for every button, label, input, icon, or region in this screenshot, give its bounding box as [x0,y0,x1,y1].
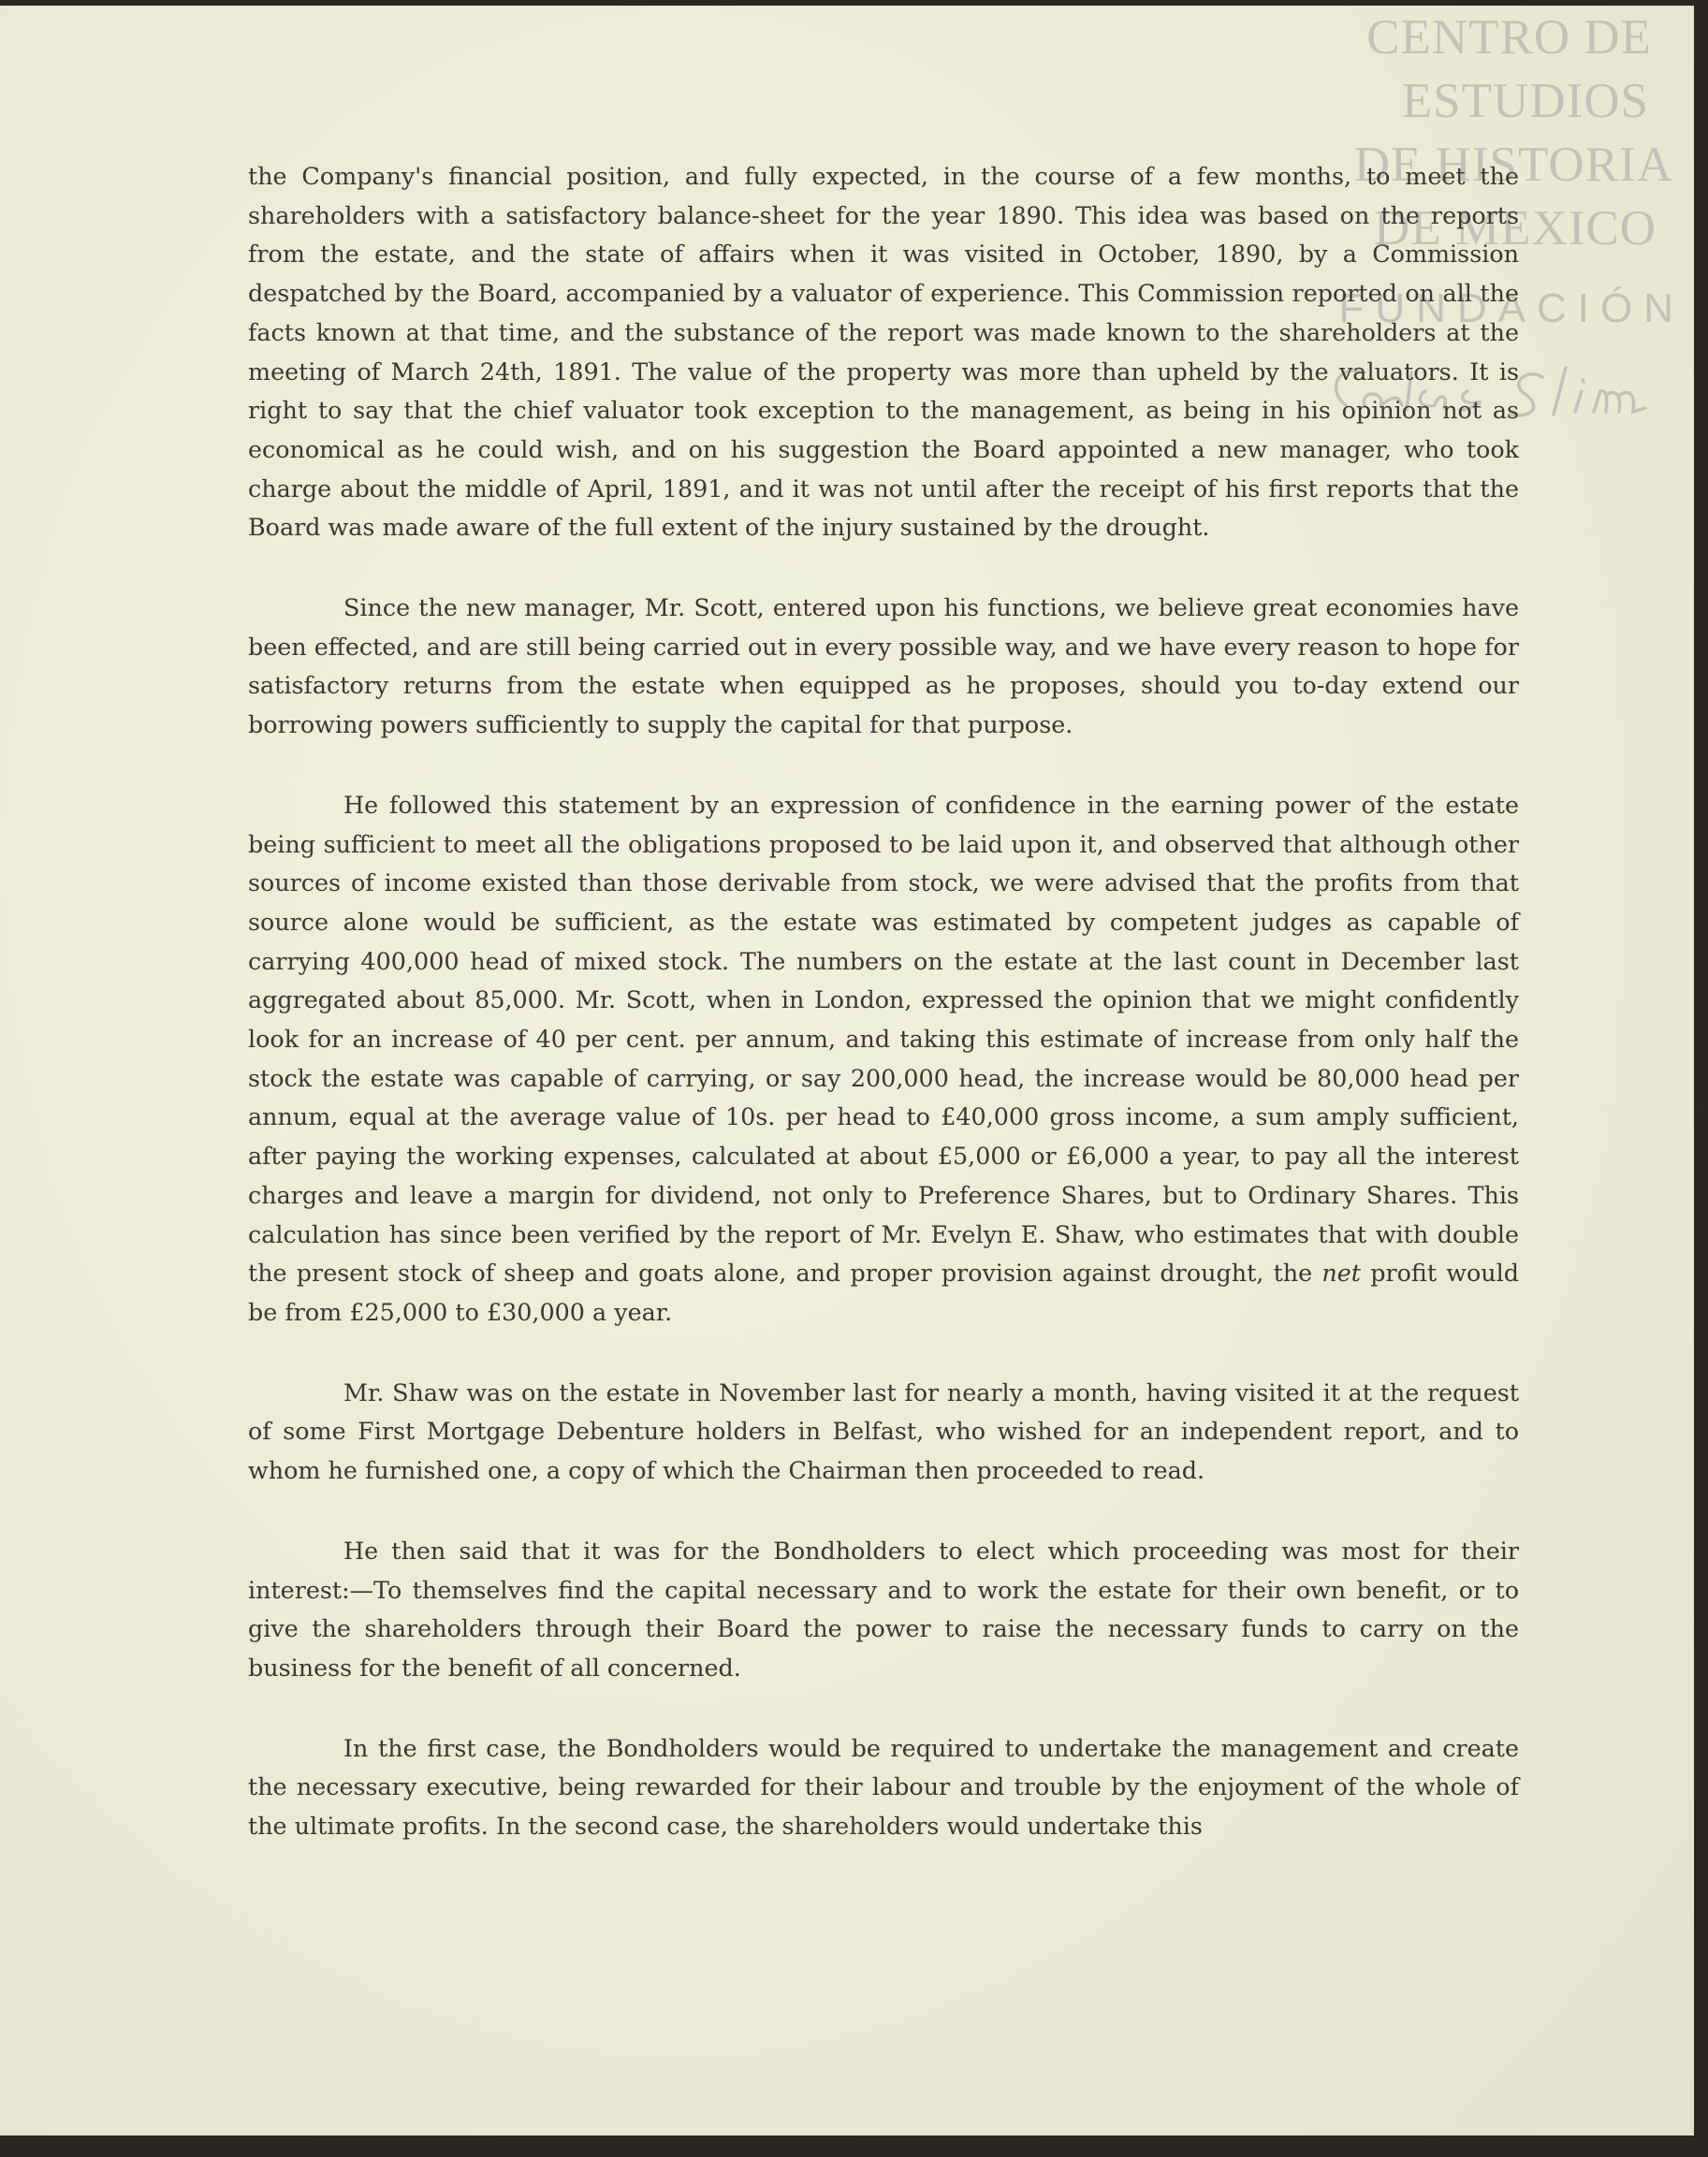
paragraph-4: Mr. Shaw was on the estate in November last for nearly a month, having visited it at the request of some First Mortgage Debenture holders in Belfast, who wished for an independent report, and to whom he furnished one, a copy of which the Chairman then proceeded to read. [248,1377,1519,1485]
watermark-foundation: FUNDACIÓN [1338,285,1685,331]
paragraph-1: the Company's financial position, and fully expected, in the course of a few months, to meet the shareholders with a satisfactory balance-sheet for the year 1890. This idea was based on the reports from the estate, and the state of affairs when it was visited in October, 1890, by a Commission despatched by the Board, accompanied by a valuator of experience. This Commission reported on all the facts known at that time, and the substance of the report was made known to the shareholders at the meeting of March 24th, 1891. The value of the property was more than upheld by the valuators. It is right to say that the chief valuator took exception to the management, as being in his opinion not as economical as he could wish, and on his suggestion the Board appointed a new manager, who took charge about the middle of April, 1891, and it was not until after the receipt of his first reports that the Board was made aware of the full extent of the injury sustained by the drought. [248,162,1519,542]
watermark-line-3: DE HISTORIA [1353,138,1673,192]
watermark-line-1: CENTRO DE [1366,10,1652,65]
paragraph-3-text-end: profit would be from £25,000 to £30,000 a year. [248,1259,1520,1326]
paragraph-6: In the first case, the Bondholders would be required to undertake the management and create the necessary executive, being rewarded for their labour and trouble by the enjoyment of the whole of the ultimate profits. In the second case, the shareholders would undertake this [248,1733,1519,1841]
body-text [248,157,1519,1846]
watermark-line-2: ESTUDIOS [1401,74,1649,128]
watermark-line-4: DE MEXICO [1374,201,1657,255]
paragraph-3 [248,786,1519,1333]
paragraph-3-emphasis: net [1321,1259,1361,1288]
paragraph-5: He then said that it was for the Bondholders to elect which proceeding was most for their interest:—To themselves find the capital necessary and to work the estate for their own benefit, or to give the shareholders through their Board the power to raise the necessary funds to carry on the business for the benefit of all concerned. [248,1536,1519,1682]
document-page [0,6,1694,2135]
paragraph-2: Since the new manager, Mr. Scott, entered upon his functions, we believe great economies have been effected, and are still being carried out in every possible way, and we have every reason to hope for satisfactory returns from the estate when equipped as he proposes, should you to-day extend our borrowing powers sufficiently to supply the capital for that purpose. [248,593,1519,739]
paragraph-3-text: He followed this statement by an expression of confidence in the earning power of the estate being sufficient to meet all the obligations proposed to be laid upon it, and observed that although other sources of income existed than those derivable from stock, we were advised that the profits from that source alone would be sufficient, as the estate was estimated by competent judges as capable of carrying 400,000 head of mixed stock. The numbers on the estate at the last count in December last aggregated about 85,000. Mr. Scott, when in London, expressed the opinion that we might confidently look for an increase of 40 per cent. per annum, and taking this estimate of increase from only half the stock the estate was capable of carrying, or say 200,000 head, the increase would be 80,000 head per annum, equal at the average value of 10s. per head to £40,000 gross income, a sum amply sufficient, after paying the working expenses, calculated at about £5,000 or £6,000 a year, to pay all the interest charges and leave a margin for dividend, not only to Preference Shares, but to Ordinary Shares. This calculation has since been verified by the report of Mr. Evelyn E. Shaw, who estimates that with double the present stock of sheep and goats alone, and proper provision against drought, the [248,790,1519,1288]
